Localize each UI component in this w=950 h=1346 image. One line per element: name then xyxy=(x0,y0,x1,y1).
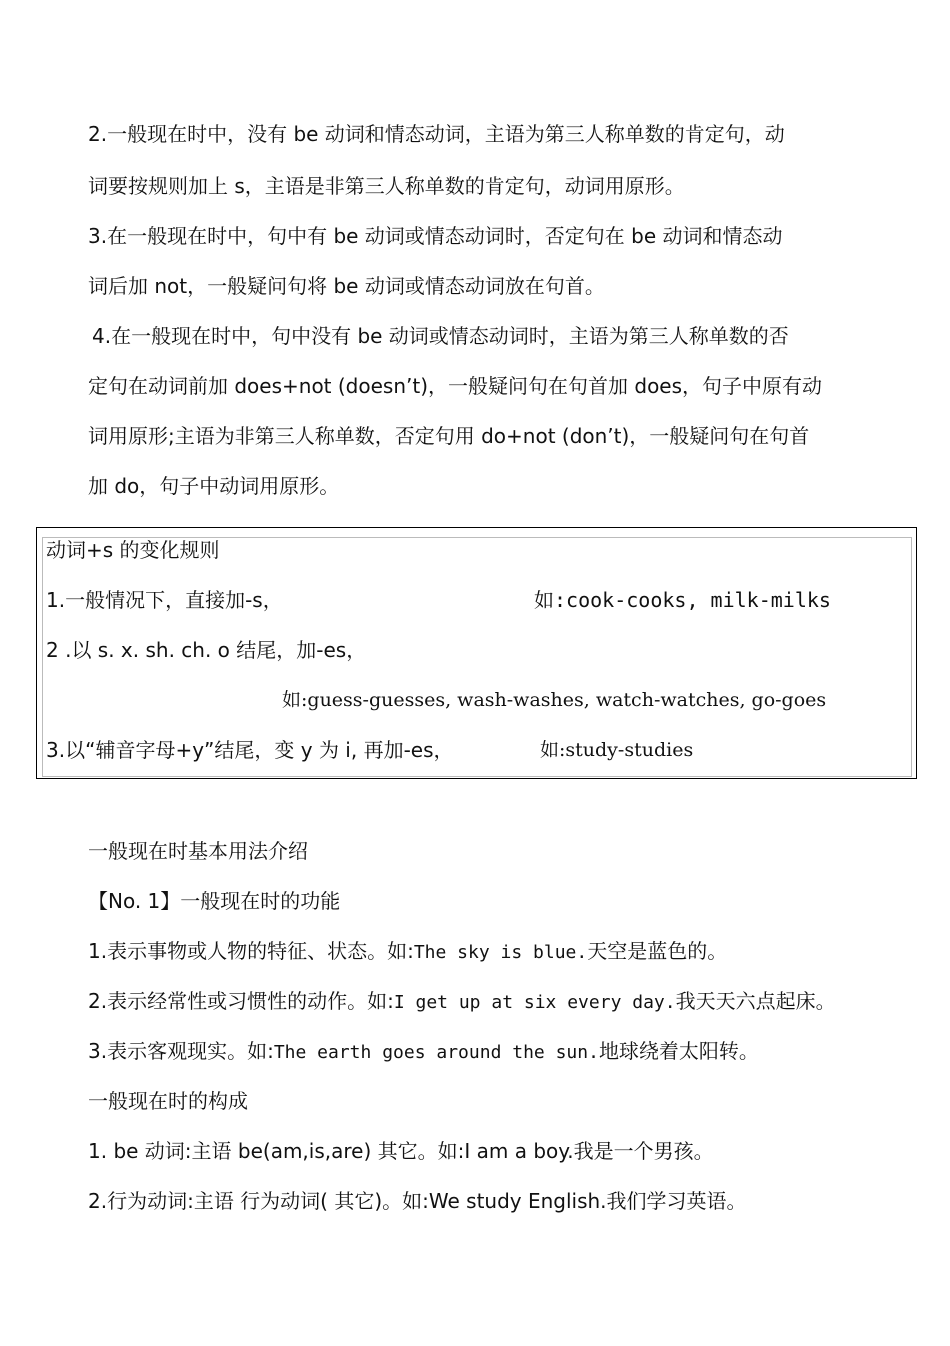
rule-2-line-2: 词要按规则加上 s，主语是非第三人称单数的肯定句，动词用原形。 xyxy=(88,174,685,198)
rules-table-title: 动词+s 的变化规则 xyxy=(46,538,220,562)
function-item-1-example: The sky is blue. xyxy=(413,942,588,963)
rule-3-line-2: 词后加 not，一般疑问句将 be 动词或情态动词放在句首。 xyxy=(88,274,605,298)
function-item-3-prefix: 3.表示客观现实。如: xyxy=(88,1039,274,1063)
function-item-2-example: I get up at six every day. xyxy=(393,992,676,1013)
rule-4-line-3: 词用原形;主语为非第三人称单数，否定句用 do+not (don’t)，一般疑问句在句首 xyxy=(88,424,810,448)
usage-heading: 一般现在时基本用法介绍 xyxy=(88,839,308,863)
rule-3-line-1: 3.在一般现在时中，句中有 be 动词或情态动词时，否定句在 be 动词和情态动 xyxy=(88,224,783,248)
structure-heading: 一般现在时的构成 xyxy=(88,1089,248,1113)
rule-4-line-4: 加 do，句子中动词用原形。 xyxy=(88,474,340,498)
function-item-3-example: The earth goes around the sun. xyxy=(273,1042,599,1063)
structure-item-1: 1. be 动词:主语 be(am,is,are) 其它。如:I am a boy.我是一个男孩。 xyxy=(88,1139,714,1163)
function-item-2-prefix: 2.表示经常性或习惯性的动作。如: xyxy=(88,989,394,1013)
rule-4-line-1: 4.在一般现在时中，句中没有 be 动词或情态动词时，主语为第三人称单数的否 xyxy=(92,324,789,348)
rule-y-to-ies-text: 3.以“辅音字母+y”结尾，变 y 为 i, 再加-es， xyxy=(46,738,454,762)
rule-4-line-2: 定句在动词前加 does+not (doesn’t)，一般疑问句在句首加 does，句子中原有动 xyxy=(88,374,823,398)
function-item-2-translation: 我天天六点起床。 xyxy=(675,989,836,1013)
rule-plus-s-example: 如:cook-cooks, milk-milks xyxy=(534,588,831,612)
function-item-1 xyxy=(88,938,727,966)
function-item-3 xyxy=(88,1038,759,1066)
rule-plus-es-text: 2 .以 s. x. sh. ch. o 结尾，加-es， xyxy=(46,638,367,662)
structure-item-2: 2.行为动词:主语 行为动词( 其它)。如:We study English.我们学习英语。 xyxy=(88,1189,747,1213)
rule-plus-s-text: 1.一般情况下，直接加-s， xyxy=(46,588,283,612)
function-item-1-translation: 天空是蓝色的。 xyxy=(587,939,728,963)
function-item-1-prefix: 1.表示事物或人物的特征、状态。如: xyxy=(88,939,414,963)
rule-y-to-ies-example: 如:study-studies xyxy=(540,739,694,761)
function-item-2 xyxy=(88,988,836,1016)
rule-plus-es-example: 如:guess-guesses, wash-washes, watch-watches, go-goes xyxy=(282,689,827,711)
section-title-no1: 【No. 1】一般现在时的功能 xyxy=(88,889,341,913)
rule-2-line-1: 2.一般现在时中，没有 be 动词和情态动词，主语为第三人称单数的肯定句，动 xyxy=(88,122,785,146)
function-item-3-translation: 地球绕着太阳转。 xyxy=(598,1039,759,1063)
